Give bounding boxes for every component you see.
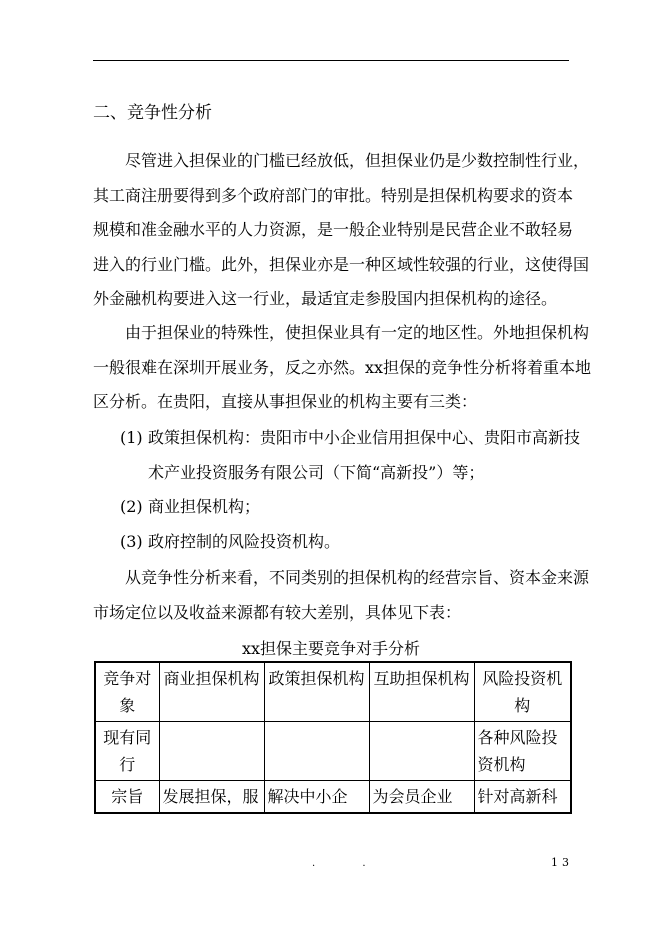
list-item: (1) 政策担保机构：贵阳市中小企业信用担保中心、贵阳市高新技: [120, 428, 581, 447]
paragraph-comparison: [93, 561, 590, 630]
table-row: [95, 722, 571, 781]
table-cell: 各种风险投资机构: [474, 722, 571, 781]
paragraph-line: 其工商注册要得到多个政府部门的审批。特别是担保机构要求的资本: [93, 185, 574, 205]
paragraph-line: 市场定位以及收益来源都有较大差别，具体见下表：: [93, 602, 462, 622]
paragraph-line: 规模和准金融水平的人力资源，是一般企业特别是民营企业不敢轻易: [93, 220, 574, 239]
table-header-cell: 互助担保机构: [369, 662, 474, 722]
section-heading: 二、竞争性分析: [93, 103, 212, 123]
table-header-cell: 政策担保机构: [264, 662, 369, 722]
table-cell: 宗旨: [95, 781, 159, 814]
table-header-row: [95, 662, 571, 722]
table-header-cell: 竞争对象: [95, 662, 159, 722]
header-rule: [93, 60, 569, 61]
table-cell: [159, 722, 264, 781]
paragraph-line: 尽管进入担保业的门槛已经放低，但担保业仍是少数控制性行业，: [125, 151, 590, 170]
table-cell: [264, 722, 369, 781]
paragraph-line: 由于担保业的特殊性，使担保业具有一定的地区性。外地担保机构: [125, 323, 590, 342]
paragraph-entry-barriers: [93, 144, 590, 317]
table-cell: 针对高新科: [474, 781, 571, 814]
paragraph-line: 外金融机构要进入这一行业，最适宜走参股国内担保机构的途径。: [93, 289, 558, 308]
list-item: (3) 政府控制的风险投资机构。: [120, 531, 341, 551]
paragraph-line: 进入的行业门槛。此外，担保业亦是一种区域性较强的行业，这使得国: [93, 254, 590, 274]
table-cell: [369, 722, 474, 781]
list-item: (2) 商业担保机构；: [120, 497, 261, 516]
table-caption: xx担保主要竞争对手分析: [241, 639, 421, 658]
competitor-table: [94, 661, 572, 814]
page-number: 13: [551, 856, 573, 869]
paragraph-line: 从竞争性分析来看，不同类别的担保机构的经营宗旨、资本金来源: [125, 568, 590, 587]
table-cell: 为会员企业: [369, 781, 474, 814]
table-row: [95, 781, 571, 814]
institution-type-list: [120, 421, 580, 559]
paragraph-regional: [93, 316, 592, 420]
table-cell: 现有同行: [95, 722, 159, 781]
list-item-continuation: 术产业投资服务有限公司（下简“高新投”）等；: [148, 462, 485, 482]
table-cell: 解决中小企: [264, 781, 369, 814]
table-cell: 发展担保，服: [159, 781, 264, 814]
paragraph-line: 一般很难在深圳开展业务，反之亦然。xx担保的竞争性分析将着重本地: [93, 357, 592, 377]
footer-dots: . .: [312, 858, 388, 869]
table-header-cell: 风险投资机构: [474, 662, 571, 722]
paragraph-line: 区分析。在贵阳，直接从事担保业的机构主要有三类：: [93, 392, 478, 411]
table-header-cell: 商业担保机构: [159, 662, 264, 722]
